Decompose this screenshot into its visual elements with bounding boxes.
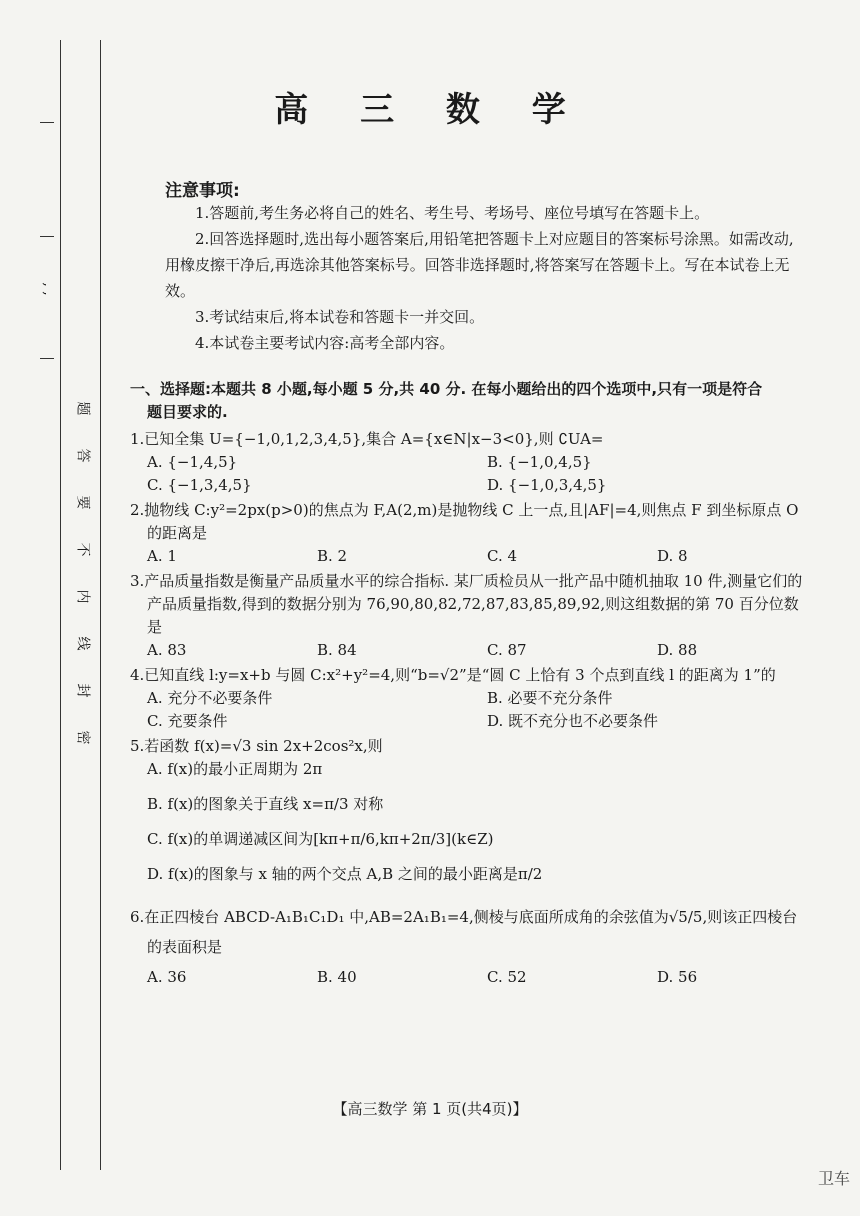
option: C. 52 xyxy=(487,968,527,986)
option: B. 40 xyxy=(317,968,357,986)
option: D. 8 xyxy=(657,547,688,565)
seal-char: 封 xyxy=(74,683,91,698)
question-options xyxy=(130,639,810,662)
option: C. 87 xyxy=(487,641,527,659)
corner-mark: 卫车 xyxy=(818,1169,851,1188)
option: A. 36 xyxy=(147,968,187,986)
option: A. {−1,4,5} xyxy=(147,453,238,471)
option: D. 既不充分也不必要条件 xyxy=(487,712,659,730)
question-stem: 5.若函数 f(x)=√3 sin 2x+2cos²x,则 xyxy=(130,737,383,755)
notice-item: 4.本试卷主要考试内容:高考全部内容。 xyxy=(195,334,455,352)
option: C. f(x)的单调递减区间为[kπ+π/6,kπ+2π/3](k∈Z) xyxy=(147,830,494,848)
option: B. 必要不充分条件 xyxy=(487,689,613,707)
option: B. 84 xyxy=(317,641,357,659)
section-heading xyxy=(130,378,810,424)
question-options xyxy=(130,545,810,568)
question-6 xyxy=(130,902,810,992)
question-options xyxy=(130,451,810,497)
binding-commas: , , xyxy=(40,282,57,296)
notice-item: 2.回答选择题时,选出每小题答案后,用铅笔把答题卡上对应题目的答案标号涂黑。如需改动,用橡皮擦干净后,再选涂其他答案标号。回答非选择题时,将答案写在答题卡上。写在本试卷上无效。 xyxy=(165,230,794,300)
question-stem: 6.在正四棱台 ABCD-A₁B₁C₁D₁ 中,AB=2A₁B₁=4,侧棱与底面所成角的余弦值为√5/5,则该正四棱台的表面积是 xyxy=(130,908,798,956)
seal-char: 答 xyxy=(74,448,91,463)
seal-char: 密 xyxy=(74,730,91,745)
option: C. 充要条件 xyxy=(147,712,228,730)
seal-char: 线 xyxy=(74,636,91,651)
notice-heading: 注意事项: xyxy=(165,181,240,201)
question-stem: 4.已知直线 l:y=x+b 与圆 C:x²+y²=4,则“b=√2”是“圆 C 上恰有 3 个点到直线 l 的距离为 1”的 xyxy=(130,666,776,684)
option: C. {−1,3,4,5} xyxy=(147,476,252,494)
option: D. 56 xyxy=(657,968,698,986)
question-stem: 2.抛物线 C:y²=2px(p>0)的焦点为 F,A(2,m)是抛物线 C 上一点,且|AF|=4,则焦点 F 到坐标原点 O 的距离是 xyxy=(130,501,799,542)
questions-area xyxy=(130,378,810,992)
page-footer: 【高三数学 第 1 页(共4页)】 xyxy=(332,1100,528,1118)
exam-title: 高 三 数 学 xyxy=(274,90,586,130)
option: C. 4 xyxy=(487,547,518,565)
notice-list xyxy=(165,200,795,356)
option: B. f(x)的图象关于直线 x=π/3 对称 xyxy=(147,795,384,813)
question-1 xyxy=(130,428,810,497)
option: A. 充分不必要条件 xyxy=(147,689,273,707)
binding-line-outer xyxy=(60,40,61,1170)
option: A. f(x)的最小正周期为 2π xyxy=(147,760,323,778)
binding-tick xyxy=(40,358,54,359)
binding-line-inner xyxy=(100,40,101,1170)
seal-char: 题 xyxy=(74,401,91,416)
option: B. {−1,0,4,5} xyxy=(487,453,592,471)
option: D. f(x)的图象与 x 轴的两个交点 A,B 之间的最小距离是π/2 xyxy=(147,865,543,883)
seal-line-text xyxy=(72,385,92,761)
notice-item: 3.考试结束后,将本试卷和答题卡一并交回。 xyxy=(195,308,485,326)
question-5 xyxy=(130,735,810,886)
section-heading-cont: 题目要求的. xyxy=(147,403,228,421)
option: D. {−1,0,3,4,5} xyxy=(487,476,607,494)
option: A. 1 xyxy=(147,547,177,565)
option: B. 2 xyxy=(317,547,348,565)
binding-tick xyxy=(40,236,54,237)
question-3 xyxy=(130,570,810,662)
question-stem: 3.产品质量指数是衡量产品质量水平的综合指标. 某厂质检员从一批产品中随机抽取 10 件,测量它们的产品质量指数,得到的数据分别为 76,90,80,82,72,87,83,85,89,92,则这组数据的第 70 百分位数是 xyxy=(130,572,803,636)
question-options xyxy=(130,962,810,992)
question-4 xyxy=(130,664,810,733)
option: D. 88 xyxy=(657,641,698,659)
section-heading-text: 一、选择题:本题共 8 小题,每小题 5 分,共 40 分. 在每小题给出的四个选项中,只有一项是符合 xyxy=(130,380,763,398)
notice-item: 1.答题前,考生务必将自己的姓名、考生号、考场号、座位号填写在答题卡上。 xyxy=(195,204,710,222)
seal-char: 要 xyxy=(74,495,91,510)
question-2 xyxy=(130,499,810,568)
seal-char: 内 xyxy=(74,589,91,604)
seal-char: 不 xyxy=(74,542,91,557)
question-stem: 1.已知全集 U={−1,0,1,2,3,4,5},集合 A={x∈N|x−3<0},则 ∁UA= xyxy=(130,430,604,448)
question-options xyxy=(130,687,810,733)
option: A. 83 xyxy=(147,641,187,659)
